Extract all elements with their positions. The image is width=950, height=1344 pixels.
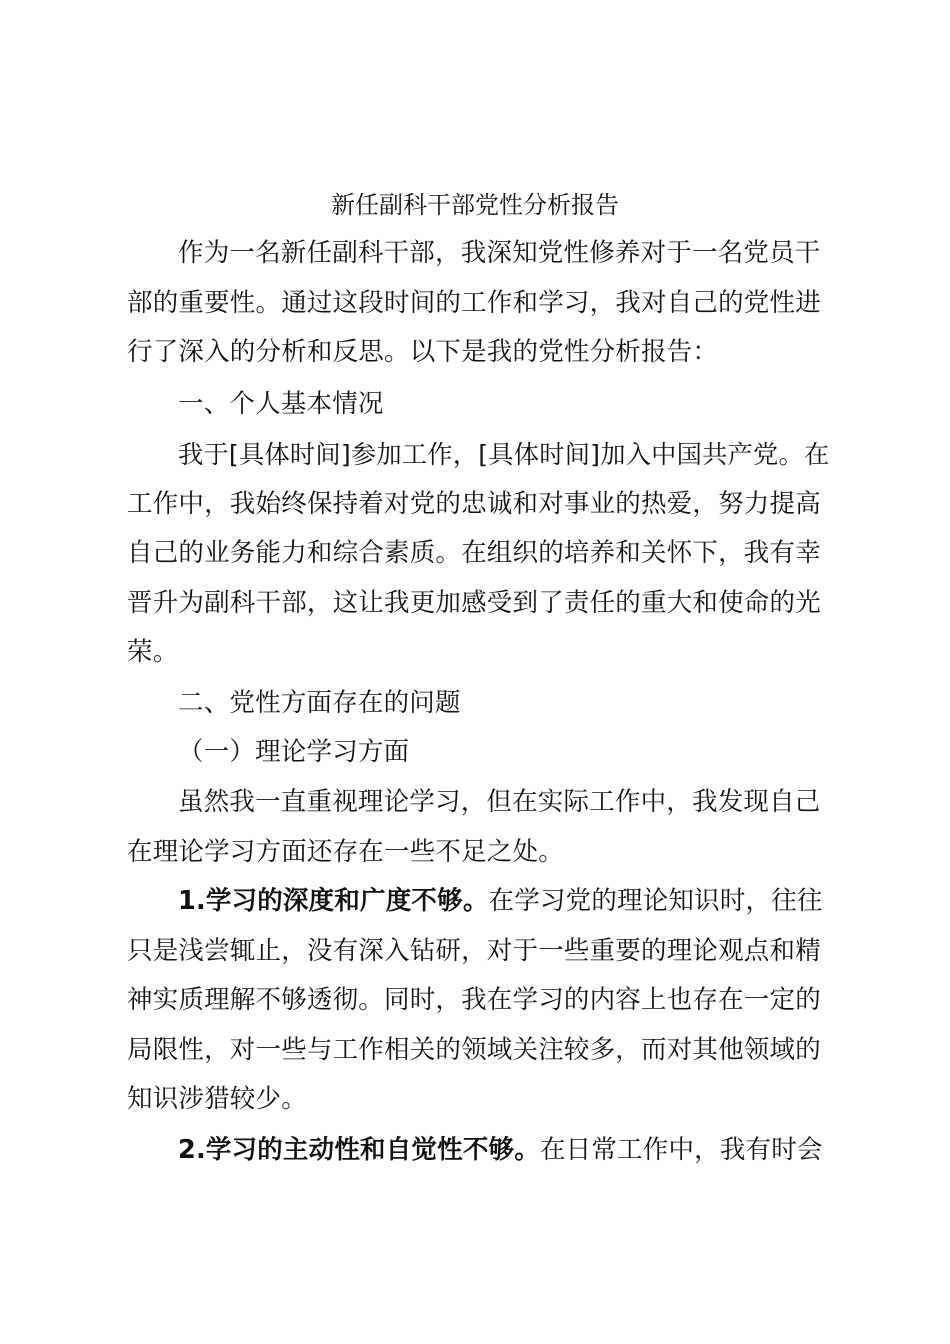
section-heading-1 xyxy=(127,380,833,430)
document-title: 新任副科干部党性分析报告 xyxy=(331,191,619,219)
text-line: 在理论学习方面还存在一些不足之处。 xyxy=(127,836,564,867)
text-run: 在日常工作中，我有时会 xyxy=(539,1135,823,1165)
subsection-heading-1 xyxy=(127,728,833,778)
heading-text: （一）理论学习方面 xyxy=(178,737,410,767)
paragraph-point-1 xyxy=(127,877,833,1125)
section-heading-2 xyxy=(127,679,833,729)
text-line: 局限性，对一些与工作相关的领域关注较多，而对其他领域的 xyxy=(127,1034,821,1065)
text-line: 荣。 xyxy=(127,637,179,667)
paragraph-intro xyxy=(127,229,833,378)
bold-lead: 1.学习的深度和广度不够。 xyxy=(178,886,489,916)
text-line: 自己的业务能力和综合素质。在组织的培养和关怀下，我有幸 xyxy=(127,538,821,568)
heading-text: 一、个人基本情况 xyxy=(178,389,384,419)
text-line: 工作中，我始终保持着对党的忠诚和对事业的热爱，努力提高 xyxy=(127,488,821,519)
text-line: 知识涉猎较少。 xyxy=(127,1084,307,1114)
text-line: 我于[具体时间]参加工作，[具体时间]加入中国共产党。在 xyxy=(178,440,830,469)
text-line: 虽然我一直重视理论学习，但在实际工作中，我发现自己 xyxy=(178,787,821,817)
text-line: 只是浅尝辄止，没有深入钻研，对于一些重要的理论观点和精 xyxy=(127,935,821,966)
paragraph-point-2 xyxy=(127,1126,833,1176)
text-run: 在学习党的理论知识时，往往 xyxy=(488,886,823,916)
text-line: 晋升为副科干部，这让我更加感受到了责任的重大和使命的光 xyxy=(127,587,821,618)
text-line: 部的重要性。通过这段时间的工作和学习，我对自己的党性进 xyxy=(127,287,821,318)
text-line xyxy=(127,877,833,927)
text-line: 神实质理解不够透彻。同时，我在学习的内容上也存在一定的 xyxy=(127,985,821,1015)
paragraph-basic-info xyxy=(127,430,833,678)
text-line: 作为一名新任副科干部，我深知党性修养对于一名党员干 xyxy=(178,238,821,268)
heading-text: 二、党性方面存在的问题 xyxy=(178,688,461,718)
text-line xyxy=(127,1126,833,1176)
paragraph-theory xyxy=(127,778,833,877)
text-line: 行了深入的分析和反思。以下是我的党性分析报告： xyxy=(127,337,719,367)
bold-lead: 2.学习的主动性和自觉性不够。 xyxy=(178,1135,540,1165)
